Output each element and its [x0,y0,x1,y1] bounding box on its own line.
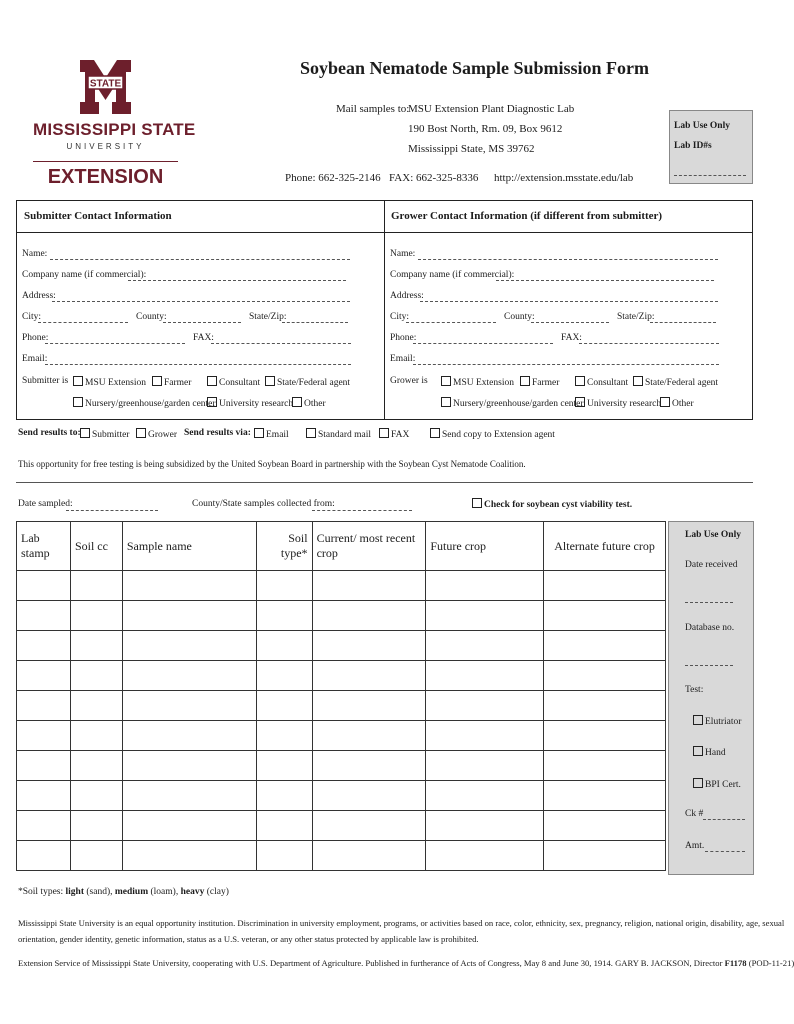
test-hand-label: Hand [705,748,726,758]
checkbox-icon[interactable] [693,746,703,756]
grower-opt-farmer-label: Farmer [532,378,560,388]
grower-opt-nursery-label: Nursery/greenhouse/garden center [453,399,584,409]
send-to-submitter[interactable] [80,428,129,440]
grower-opt-other[interactable] [660,397,694,409]
table-cell[interactable] [17,661,71,691]
grower-phone-label: Phone: [390,333,417,343]
logo-extension: EXTENSION [47,166,164,188]
submitter-opt-farmer[interactable] [152,376,191,388]
table-cell[interactable] [426,781,544,811]
lab-id-label: Lab ID#s [674,141,712,151]
grower-name-field[interactable] [418,259,718,260]
lab-id-field[interactable] [674,175,746,176]
form-title: Soybean Nematode Sample Submission Form [300,58,650,78]
checkbox-icon[interactable] [441,376,451,386]
county-state-label: County/State samples collected from: [192,499,335,509]
table-cell[interactable] [256,811,312,841]
send-via-email[interactable] [254,428,289,440]
table-cell[interactable] [312,841,426,871]
lab-phone: Phone: 662-325-2146 [285,172,381,184]
table-cell[interactable] [544,781,666,811]
table-cell[interactable] [426,811,544,841]
soil-light: light [65,887,84,897]
table-cell[interactable] [70,721,122,751]
checkbox-icon[interactable] [207,376,217,386]
table-cell[interactable] [312,691,426,721]
submitter-county-field[interactable] [163,322,241,323]
submitter-county-label: County: [136,312,167,322]
table-cell[interactable] [256,571,312,601]
table-cell[interactable] [122,841,256,871]
checkbox-icon[interactable] [292,397,302,407]
table-cell[interactable] [312,751,426,781]
checkbox-icon[interactable] [80,428,90,438]
submitter-address-field[interactable] [52,301,350,302]
submitter-is-label: Submitter is [22,376,69,386]
table-cell[interactable] [256,601,312,631]
col-future-crop: Future crop [426,522,544,571]
sample-table [16,521,666,871]
logo-university-name: MISSISSIPPI STATE [33,120,196,139]
submitter-company-label: Company name (if commercial): [22,270,147,280]
msu-m-logo-icon [78,58,133,116]
subsidy-note: This opportunity for free testing is being subsidized by the United Soybean Board in partnership with the Soybean Cyst Nematode Coalition. [18,459,526,469]
soil-clay: (clay) [206,887,229,897]
table-cell[interactable] [544,691,666,721]
mail-line-2: 190 Bost North, Rm. 09, Box 9612 [408,123,563,135]
send-copy-extension-label: Send copy to Extension agent [442,430,555,440]
checkbox-icon[interactable] [306,428,316,438]
publication-code: F1178 [724,958,747,968]
col-sample-name: Sample name [122,522,256,571]
send-via-fax-label: FAX [391,430,410,440]
soil-medium: medium [114,887,149,897]
table-cell[interactable] [426,661,544,691]
table-row[interactable] [17,751,666,781]
lab-url[interactable]: http://extension.msstate.edu/lab [494,172,634,184]
checkbox-icon[interactable] [207,397,217,407]
checkbox-icon[interactable] [152,376,162,386]
table-cell[interactable] [70,841,122,871]
col-soil-cc: Soil cc [70,522,122,571]
send-via-mail[interactable] [306,428,371,440]
submitter-opt-research[interactable] [207,397,293,409]
grower-opt-consultant-label: Consultant [587,378,629,388]
publication-statement [18,958,794,968]
table-cell[interactable] [544,571,666,601]
ck-label: Ck # [685,809,704,819]
submitter-opt-other[interactable] [292,397,326,409]
grower-opt-agent[interactable] [633,376,718,388]
table-cell[interactable] [70,811,122,841]
amt-field[interactable] [705,851,745,852]
submitter-opt-consultant[interactable] [207,376,260,388]
table-cell[interactable] [256,841,312,871]
col-lab-stamp: Lab stamp [17,522,71,571]
grower-opt-farmer[interactable] [520,376,559,388]
send-via-mail-label: Standard mail [318,430,372,440]
grower-name-label: Name: [390,249,416,259]
grower-opt-research-label: University research [587,399,662,409]
eo-statement-line-1: Mississippi State University is an equal opportunity institution. Discrimination in university employment, programs, or activities based on race, color, ethnicity, sex, pregnancy, religion, national origin, disability, age, sexual [18,918,785,928]
table-cell[interactable] [312,571,426,601]
table-cell[interactable] [17,841,71,871]
checkbox-icon[interactable] [472,498,482,508]
table-cell[interactable] [17,571,71,601]
logo-rule [33,161,178,162]
lab-fax: FAX: 662-325-8336 [389,172,479,184]
table-cell[interactable] [544,601,666,631]
table-cell[interactable] [312,631,426,661]
soil-heavy: heavy [180,887,205,897]
eo-statement-line-2: orientation, gender identity, genetic information, status as a U.S. veteran, or any other status protected by applicable law is prohibited. [18,934,479,944]
grower-company-label: Company name (if commercial): [390,270,515,280]
test-label: Test: [685,685,704,695]
grower-county-field[interactable] [531,322,609,323]
county-state-field[interactable] [312,510,412,511]
test-elutriator-label: Elutriator [705,717,742,727]
submitter-email-field[interactable] [45,364,351,365]
checkbox-icon[interactable] [254,428,264,438]
submitter-opt-nursery[interactable] [73,397,216,409]
table-cell[interactable] [70,661,122,691]
table-cell[interactable] [426,721,544,751]
submitter-opt-agent[interactable] [265,376,350,388]
lab-use-only-box [669,110,753,184]
grower-opt-nursery[interactable] [441,397,584,409]
submitter-phone-label: Phone: [22,333,49,343]
soil-sand: (sand), [86,887,113,897]
table-cell[interactable] [17,601,71,631]
table-cell[interactable] [17,721,71,751]
submitter-name-field[interactable] [50,259,350,260]
grower-city-field[interactable] [406,322,496,323]
table-row[interactable] [17,781,666,811]
table-row[interactable] [17,841,666,871]
test-bpi[interactable] [693,778,741,790]
table-cell[interactable] [70,781,122,811]
sample-table-header [17,522,666,571]
table-cell[interactable] [122,721,256,751]
grower-is-label: Grower is [390,376,428,386]
section-divider [16,482,753,483]
grower-county-label: County: [504,312,535,322]
grower-opt-research[interactable] [575,397,661,409]
table-cell[interactable] [256,721,312,751]
test-hand[interactable] [693,746,726,758]
send-via-fax[interactable] [379,428,409,440]
table-cell[interactable] [122,811,256,841]
checkbox-icon[interactable] [136,428,146,438]
grower-fax-label: FAX: [561,333,582,343]
grower-company-field[interactable] [496,280,714,281]
checkbox-icon[interactable] [633,376,643,386]
database-no-label: Database no. [685,623,735,633]
table-cell[interactable] [70,691,122,721]
grower-email-field[interactable] [413,364,719,365]
checkbox-icon[interactable] [693,778,703,788]
mail-line-1: MSU Extension Plant Diagnostic Lab [408,103,575,115]
table-cell[interactable] [122,571,256,601]
database-no-field[interactable] [685,665,733,666]
table-row[interactable] [17,721,666,751]
col-current-crop: Current/ most recent crop [312,522,426,571]
soil-types-prefix: *Soil types: [18,887,64,897]
grower-opt-msu[interactable] [441,376,514,388]
table-cell[interactable] [256,661,312,691]
table-cell[interactable] [312,721,426,751]
grower-opt-other-label: Other [672,399,694,409]
lab-side-title: Lab Use Only [685,530,741,540]
viability-check-label: Check for soybean cyst viability test. [484,500,633,510]
submitter-email-label: Email: [22,354,48,364]
table-cell[interactable] [544,661,666,691]
send-to-submitter-label: Submitter [92,430,130,440]
grower-statezip-label: State/Zip: [617,312,655,322]
table-row[interactable] [17,691,666,721]
test-elutriator[interactable] [693,715,741,727]
viability-check[interactable] [472,498,632,510]
table-cell[interactable] [17,811,71,841]
table-cell[interactable] [122,781,256,811]
table-cell[interactable] [122,691,256,721]
table-row[interactable] [17,811,666,841]
mail-label: Mail samples to: [336,103,410,115]
submitter-name-label: Name: [22,249,48,259]
submitter-opt-nursery-label: Nursery/greenhouse/garden center [85,399,216,409]
checkbox-icon[interactable] [520,376,530,386]
table-cell[interactable] [17,751,71,781]
grower-statezip-field[interactable] [650,322,716,323]
table-cell[interactable] [70,631,122,661]
table-cell[interactable] [70,601,122,631]
table-cell[interactable] [70,571,122,601]
grower-phone-field[interactable] [413,343,553,344]
send-to-grower-label: Grower [148,430,178,440]
grower-address-label: Address: [390,291,424,301]
grower-address-field[interactable] [420,301,718,302]
date-received-label: Date received [685,560,738,570]
submitter-opt-agent-label: State/Federal agent [277,378,351,388]
lab-use-side-box [668,521,754,875]
submitter-opt-other-label: Other [304,399,326,409]
grower-fax-field[interactable] [579,343,719,344]
amt-label: Amt. [685,841,705,851]
logo-state-text: STATE [89,78,122,90]
date-sampled-label: Date sampled: [18,499,73,509]
submitter-opt-research-label: University research [219,399,294,409]
mail-line-3: Mississippi State, MS 39762 [408,143,535,155]
checkbox-icon[interactable] [441,397,451,407]
lab-use-only-label: Lab Use Only [674,121,730,131]
submitter-opt-consultant-label: Consultant [219,378,261,388]
submitter-city-label: City: [22,312,42,322]
checkbox-icon[interactable] [265,376,275,386]
send-results-via-label: Send results via: [184,428,251,438]
table-cell[interactable] [426,601,544,631]
checkbox-icon[interactable] [73,397,83,407]
grower-city-label: City: [390,312,410,322]
send-via-email-label: Email [266,430,289,440]
table-row[interactable] [17,631,666,661]
grower-opt-consultant[interactable] [575,376,628,388]
table-cell[interactable] [122,631,256,661]
grower-opt-msu-label: MSU Extension [453,378,514,388]
col-soil-type: Soil type* [256,522,312,571]
table-cell[interactable] [426,571,544,601]
table-cell[interactable] [312,661,426,691]
send-results-to-label: Send results to: [18,428,81,438]
table-cell[interactable] [122,661,256,691]
send-to-grower[interactable] [136,428,177,440]
table-cell[interactable] [426,691,544,721]
table-cell[interactable] [544,841,666,871]
checkbox-icon[interactable] [660,397,670,407]
grower-heading: Grower Contact Information (if different from submitter) [391,210,663,222]
table-cell[interactable] [544,631,666,661]
grower-email-label: Email: [390,354,416,364]
table-cell[interactable] [17,781,71,811]
submitter-heading: Submitter Contact Information [24,210,172,222]
grower-opt-agent-label: State/Federal agent [645,378,719,388]
submitter-phone-field[interactable] [45,343,185,344]
soil-types-note [18,887,229,897]
table-row[interactable] [17,661,666,691]
checkbox-icon[interactable] [693,715,703,725]
table-cell[interactable] [256,751,312,781]
table-cell[interactable] [544,721,666,751]
table-cell[interactable] [256,631,312,661]
table-row[interactable] [17,601,666,631]
col-alternate-crop: Alternate future crop [544,522,666,571]
table-cell[interactable] [256,691,312,721]
submitter-opt-farmer-label: Farmer [164,378,192,388]
table-cell[interactable] [544,811,666,841]
submitter-fax-field[interactable] [211,343,351,344]
publication-text: Extension Service of Mississippi State University, cooperating with U.S. Department of Agriculture. Published in furtherance of Acts of Congress, May 8 and June 30, 1914. GARY B. JACKSON, Director [18,958,723,968]
table-cell[interactable] [17,691,71,721]
table-cell[interactable] [426,841,544,871]
table-cell[interactable] [256,781,312,811]
ck-field[interactable] [703,819,745,820]
table-cell[interactable] [70,751,122,781]
submitter-city-field[interactable] [38,322,128,323]
table-cell[interactable] [122,601,256,631]
checkbox-icon[interactable] [73,376,83,386]
logo-university-word: UNIVERSITY [66,142,145,151]
soil-loam: (loam), [150,887,179,897]
table-cell[interactable] [312,781,426,811]
submitter-fax-label: FAX: [193,333,214,343]
submitter-address-label: Address: [22,291,56,301]
submitter-opt-msu[interactable] [73,376,146,388]
contact-column-divider [384,200,385,420]
table-cell[interactable] [312,811,426,841]
submitter-opt-msu-label: MSU Extension [85,378,146,388]
table-cell[interactable] [426,631,544,661]
send-copy-extension[interactable] [430,428,555,440]
test-bpi-label: BPI Cert. [705,780,741,790]
table-cell[interactable] [122,751,256,781]
date-sampled-field[interactable] [66,510,158,511]
publication-code-suffix: (POD-11-21) [748,958,794,968]
date-received-field[interactable] [685,602,733,603]
checkbox-icon[interactable] [575,397,585,407]
checkbox-icon[interactable] [379,428,389,438]
table-row[interactable] [17,571,666,601]
submitter-company-field[interactable] [128,280,346,281]
msu-extension-logo [33,58,196,193]
checkbox-icon[interactable] [575,376,585,386]
table-cell[interactable] [312,601,426,631]
checkbox-icon[interactable] [430,428,440,438]
table-cell[interactable] [426,751,544,781]
submitter-statezip-field[interactable] [282,322,348,323]
submitter-statezip-label: State/Zip: [249,312,287,322]
table-cell[interactable] [544,751,666,781]
table-cell[interactable] [17,631,71,661]
